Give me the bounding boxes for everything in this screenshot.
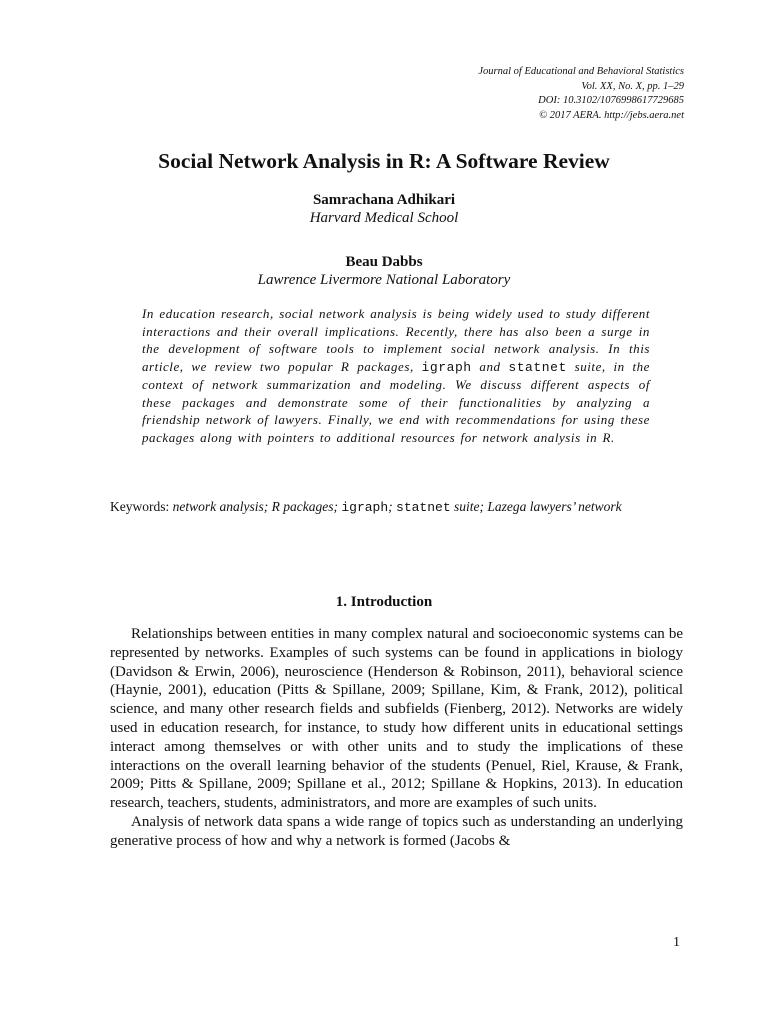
body-text: [110, 625, 683, 851]
author-affiliation-1: Harvard Medical School: [309, 210, 459, 226]
keywords-text-1: network analysis; R packages;: [172, 499, 342, 514]
keywords-code-igraph: igraph: [341, 500, 389, 515]
journal-header: [478, 65, 684, 123]
journal-doi: DOI: 10.3102/1076998617729685: [538, 95, 684, 106]
author-affiliation-2: Lawrence Livermore National Laboratory: [257, 272, 511, 288]
journal-copyright: © 2017 AERA. http://jebs.aera.net: [539, 109, 684, 121]
keywords: [110, 498, 682, 517]
abstract-code-igraph: igraph: [421, 359, 472, 375]
journal-name: Journal of Educational and Behavioral Statistics: [478, 66, 684, 77]
keywords-text-2: ;: [388, 499, 397, 514]
paragraph-1: Relationships between entities in many complex natural and socioeconomic systems can be represented by networks. Examples of such systems can be found in applications in biology (Davidson & Erwin, 2006), neuroscience (Henderson & Robinson, 2011), behavioral science (Haynie, 2001), education (Pitts & Spillane, 2009; Spillane, Kim, & Frank, 2012), political science, and many other research fields and subfields (Fienberg, 2012). Networks are widely used in education research, for instance, to study how different units in educational settings interact among themselves or with other units and to study the implications of these interactions on the overall learning behavior of the students (Penuel, Riel, Krause, & Frank, 2009; Pitts & Spillane, 2009; Spillane et al., 2012; Spillane & Hopkins, 2013). In education research, teachers, students, administrators, and more are examples of such units.: [110, 626, 683, 812]
author-name-2: Beau Dabbs: [345, 254, 423, 270]
abstract-code-statnet: statnet: [508, 359, 567, 375]
paper-title: Social Network Analysis in R: A Software Review: [158, 149, 610, 173]
abstract: [142, 305, 650, 446]
section-heading: 1. Introduction: [335, 594, 433, 610]
keywords-text-3: suite; Lazega lawyers’ network: [450, 499, 622, 514]
paragraph-2: Analysis of network data spans a wide range of topics such as understanding an underlying generative process of how and why a network is formed (Jacobs &: [110, 813, 683, 849]
journal-volume: Vol. XX, No. X, pp. 1–29: [581, 80, 684, 92]
abstract-text-1: In education research, social network analysis is being widely used to study different interactions and their overall implications. Recently, there has also been a surge in the development of software tools to implement social network analysis. In this article, we review two popular R packages,: [142, 306, 650, 374]
page-number: 1: [673, 935, 680, 950]
abstract-text-3: suite, in the context of network summarization and modeling. We discuss different aspects of these packages and demonstrate some of their functionalities by analyzing a friendship network of lawyers. Finally, we end with recommendations for using these packages along with pointers to additional resources for network analysis in R.: [142, 358, 651, 445]
author-name-1: Samrachana Adhikari: [312, 192, 456, 208]
keywords-code-statnet: statnet: [396, 500, 451, 515]
keywords-label: Keywords:: [110, 499, 173, 514]
abstract-text-2: and: [471, 358, 509, 374]
